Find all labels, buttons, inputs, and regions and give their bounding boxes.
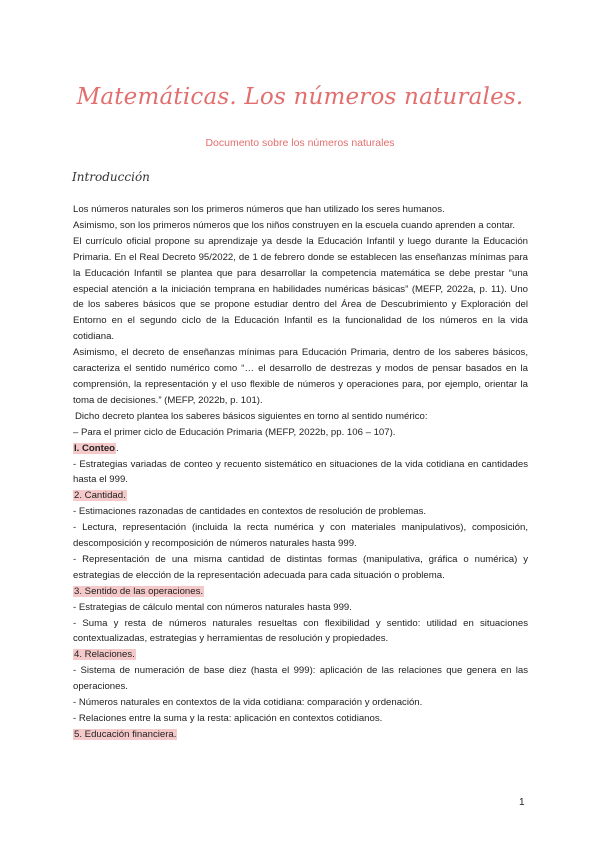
page-number: 1 (519, 797, 525, 808)
block-heading-cantidad (73, 488, 528, 504)
list-item: - Estrategias de cálculo mental con números naturales hasta 999. (73, 601, 352, 613)
paragraph-1: Los números naturales son los primeros números que han utilizado los seres humanos. (73, 204, 445, 215)
list-item: - Relaciones entre la suma y la resta: aplicación en contextos cotidianos. (73, 713, 383, 724)
list-item: - Sistema de numeración de base diez (hasta el 999): aplicación de las relaciones que genera en las operaciones. (73, 665, 528, 693)
section-heading-introduccion: Introducción (72, 170, 150, 184)
list-item: - Suma y resta de números naturales resueltas con flexibilidad y sentido: utilidad en situaciones contextualizadas, estrategias y herramientas de resolución y propiedades. (73, 617, 528, 645)
highlighted-heading: I. Conteo (74, 442, 116, 454)
paragraph-4: Asimismo, el decreto de enseñanzas mínimas para Educación Primaria, dentro de los saberes básicos, caracteriza el sentido numérico como “… el desarrollo de destrezas y modos de pensar basados en la comprensión, la representación y el uso flexible de números y operaciones para, por ejemplo, orientar la toma de decisiones.” (MEFP, 2022b, p. 101). (73, 347, 528, 406)
paragraph-3: El currículo oficial propone su aprendizaje ya desde la Educación Infantil y luego durante la Educación Primaria. En el Real Decreto 95/2022, de 1 de febrero donde se establecen las enseñanzas mínimas para la Educación Infantil se plantea que para desarrollar la competencia matemática se debe prestar “una especial atención a la iniciación temprana en habilidades numéricas básicas” (MEFP, 2022a, p. 11). Uno de los saberes básicos que se propone estudiar dentro del Área de Descubrimiento y Exploración del Entorno en el segundo ciclo de la Educación Infantil es la funcionalidad de los números en la vida cotidiana. (73, 235, 528, 343)
block-heading-relaciones (73, 647, 528, 663)
list-item: - Estrategias variadas de conteo y recuento sistemático en situaciones de la vida cotidiana en cantidades hasta el 999. (73, 458, 528, 486)
list-item: - Representación de una misma cantidad de distintas formas (manipulativa, gráfica o numérica) y estrategias de elección de la representación adecuada para cada situación o problema. (73, 553, 528, 581)
list-item: - Números naturales en contextos de la vida cotidiana: comparación y ordenación. (73, 697, 423, 709)
document-subtitle: Documento sobre los números naturales (205, 137, 395, 149)
document-title: Matemáticas. Los números naturales. (76, 84, 524, 110)
highlighted-heading: 4. Relaciones. (74, 649, 135, 661)
paragraph-5: Dicho decreto plantea los saberes básicos siguientes en torno al sentido numérico: (75, 410, 428, 422)
block-heading-educacion-financiera (73, 727, 528, 743)
document-body (73, 202, 528, 743)
list-item: - Lectura, representación (incluida la recta numérica y con materiales manipulativos), composición, descomposición y recomposición de números naturales hasta 999. (73, 522, 528, 550)
highlighted-heading: 5. Educación financiera. (74, 728, 177, 740)
paragraph-6: – Para el primer ciclo de Educación Primaria (MEFP, 2022b, pp. 106 – 107). (73, 426, 396, 438)
block-heading-conteo (73, 441, 528, 457)
block-heading-sentido-operaciones (73, 584, 528, 600)
paragraph-2: Asimismo, son los primeros números que los niños construyen en la escuela cuando aprenden a contar. (73, 219, 516, 231)
list-item: - Estimaciones razonadas de cantidades en contextos de resolución de problemas. (73, 506, 427, 518)
highlighted-heading: 3. Sentido de las operaciones. (74, 585, 204, 597)
highlighted-heading: 2. Cantidad. (74, 490, 126, 502)
heading-suffix: . (116, 442, 119, 454)
